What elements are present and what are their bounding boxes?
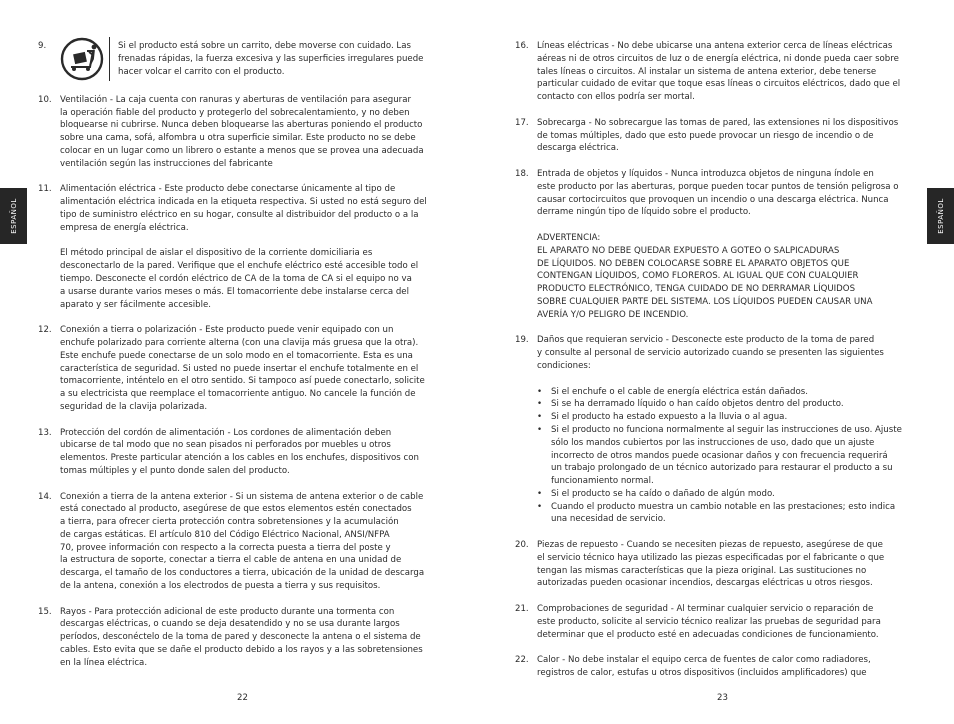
instruction-item	[515, 168, 915, 322]
item-text-continued: El método principal de aislar el dispositivo de la corriente domiciliaria es desconectarlo de la pared. Verifique que el enchufe eléctrico esté accesible todo el tiempo. Desconecte el cordón eléctrico de CA de la toma de CA si el equipo no va a usarse durante varios meses o más. El tomacorriente debe instalarse cerca del aparato y ser fácilmente accesible.	[60, 248, 419, 310]
instruction-item	[38, 427, 438, 478]
bullet-item: • Si se ha derramado líquido o han caído objetos dentro del producto.	[537, 399, 844, 410]
bullet-text: Si se ha derramado líquido o han caído objetos dentro del producto.	[551, 399, 844, 410]
bullet-item: • Si el producto ha estado expuesto a la lluvia o al agua.	[537, 412, 788, 423]
right-page	[477, 0, 954, 724]
item-number: 17.	[515, 117, 529, 128]
item-text: Comprobaciones de seguridad - Al terminar cualquier servicio o reparación de este producto, solicite al servicio técnico realizar las pruebas de seguridad para determinar que el producto esté en adecuadas condiciones de funcionamiento.	[537, 604, 881, 640]
item-number: 9.	[38, 41, 47, 51]
bullet-item: • Si el producto se ha caído o dañado de algún modo.	[537, 488, 775, 499]
item-number: 18.	[515, 168, 529, 179]
safety-list-right	[515, 40, 915, 693]
item-text: Conexión a tierra de la antena exterior - Si un sistema de antena exterior o de cable está conectado al producto, asegúrese de que estos elementos estén conectados a tierra, para ofrecer cierta protección contra sobretensiones y la acumulación de cargas estáticas. El artículo 810 del Código Eléctrico Nacional, ANSI/NFPA 70, provee información con respecto a la correcta puesta a tierra del poste y la estructura de soporte, conectar a tierra el cable de antena en una unidad de descarga, el tamaño de los conductores a tierra, ubicación de la unidad de descarga de la antena, conexión a los electrodos de puesta a tierra y sus requisitos.	[60, 491, 425, 592]
item-text: Sobrecarga - No sobrecargue las tomas de pared, las extensiones ni los dispositivos de tomas múltiples, dado que esto puede provocar un riesgo de incendio o de descarga eléctrica.	[537, 117, 899, 154]
instruction-item	[38, 183, 438, 311]
item-text: Entrada de objetos y líquidos - Nunca introduzca objetos de ninguna índole en este producto por las aberturas, porque pueden tocar puntos de tensión peligrosa o causar cortocircuitos que provoquen un incendio o una descarga eléctrica. Nunca derrame ningún tipo de líquido sobre el producto.	[537, 168, 899, 218]
item-text: Alimentación eléctrica - Este producto debe conectarse únicamente al tipo de alimentación eléctrica indicada en la etiqueta respectiva. Si usted no está seguro del tipo de suministro eléctrico en su hogar, consulte al distribuidor del producto o a la empresa de energía eléctrica.	[60, 184, 427, 233]
language-tab	[0, 188, 27, 244]
cart-tip-warning-icon	[60, 37, 110, 81]
page-number: 23	[717, 693, 728, 703]
instruction-item	[515, 40, 915, 104]
page-number: 22	[237, 693, 248, 703]
item-number: 11.	[38, 184, 52, 195]
item-text: Conexión a tierra o polarización - Este producto puede venir equipado con un enchufe polarizado para corriente alterna (con una clavija más gruesa que la otra). Este enchufe puede conectarse de un solo modo en el tomacorriente. Esta es una característica de seguridad. Si usted no puede insertar el enchufe totalmente en el tomacorriente, inténtelo en el otro sentido. Si tampoco así puede conectarlo, solicite a su electricista que reemplace el tomacorriente antiguo. No cancele la función de seguridad de la clavija polarizada.	[60, 325, 425, 412]
instruction-item	[515, 654, 915, 680]
instruction-item	[515, 603, 915, 641]
bullet-item: • Cuando el producto muestra un cambio notable en las prestaciones; esto indica una necesidad de servicio.	[537, 501, 896, 525]
item-number: 20.	[515, 540, 529, 551]
item-text: Ventilación - La caja cuenta con ranuras y aberturas de ventilación para asegurar la operación fiable del producto y protegerlo del sobrecalentamiento, y no deben bloquearse ni cubrirse. Nunca deben bloquearse las aberturas poniendo el producto sobre una cama, sofá, alfombra u otra superficie similar. Este producto no se debe colocar en un lugar como un librero o estante a menos que se provea una adecuada ventilación según las instrucciones del fabricante	[60, 94, 424, 169]
item-text: Rayos - Para protección adicional de este producto durante una tormenta con descargas eléctricas, o cuando se deja desatendido y no se usa durante largos períodos, desconéctelo de la toma de pared y desconecte la antena o el sistema de cables. Esto evita que se dañe el producto debido a los rayos y a las sobretensiones en la línea eléctrica.	[60, 606, 423, 668]
instruction-item	[515, 539, 915, 590]
item-number: 12.	[38, 325, 52, 336]
bullet-item: • Si el enchufe o el cable de energía eléctrica están dañados.	[537, 386, 808, 397]
item-number: 10.	[38, 94, 52, 105]
item-text: Daños que requieran servicio - Desconecte este producto de la toma de pared y consulte al personal de servicio autorizado cuando se presenten las siguientes condiciones:	[537, 335, 884, 371]
item-text: Líneas eléctricas - No debe ubicarse una antena exterior cerca de líneas eléctricas aéreas ni de otros circuitos de luz o de energía eléctrica, ni donde pueda caer sobre tales líneas o circuitos. Al instalar un sistema de antena exterior, debe tenerse particular cuidado de evitar que toque esas líneas o circuitos eléctricos, dado que el contacto con ellos podría ser mortal.	[537, 41, 901, 103]
item-number: 19.	[515, 335, 529, 346]
language-tab-label: ESPAÑOL	[936, 198, 945, 234]
bullet-text: Si el producto ha estado expuesto a la lluvia o al agua.	[551, 412, 788, 423]
bullet-text: Cuando el producto muestra un cambio notable en las prestaciones; esto indica una necesidad de servicio.	[551, 501, 896, 525]
item-text: Protección del cordón de alimentación - Los cordones de alimentación deben ubicarse de tal modo que no sean pisados ni perforados por muebles u otros elementos. Preste particular atención a los cables en los enchufes, dispositivos con tomas múltiples y el punto donde salen del producto.	[60, 427, 419, 476]
bullet-text: Si el producto no funciona normalmente al seguir las instrucciones de uso. Ajuste sólo los mandos cubiertos por las instrucciones de uso, dado que un ajuste incorrecto de otros mandos puede ocasionar daños y con frecuencia requerirá un trabajo prolongado de un técnico autorizado para restaurar el producto a su funcionamiento normal.	[551, 424, 902, 487]
item-number: 14.	[38, 491, 52, 502]
safety-list-left	[38, 40, 438, 682]
language-tab-label: ESPAÑOL	[9, 198, 18, 234]
item-number: 16.	[515, 41, 529, 51]
bullet-text: Si el enchufe o el cable de energía eléctrica están dañados.	[551, 386, 808, 397]
instruction-item	[515, 334, 915, 526]
instruction-item	[38, 324, 438, 414]
item-text: Calor - No debe instalar el equipo cerca de fuentes de calor como radiadores, registros de calor, estufas u otros dispositivos (incluidos amplificadores) que	[537, 655, 871, 679]
item-number: 22.	[515, 655, 529, 666]
bullet-item: • Si el producto no funciona normalmente al seguir las instrucciones de uso. Ajuste sólo los mandos cubiertos por las instrucciones de uso, dado que un ajuste incorrecto de otros mandos puede ocasionar daños y con frecuencia requerirá un trabajo prolongado de un técnico autorizado para restaurar el producto a su funcionamiento normal.	[537, 424, 902, 487]
instruction-item	[515, 117, 915, 155]
warning-text: ADVERTENCIA: EL APARATO NO DEBE QUEDAR EXPUESTO A GOTEO O SALPICADURAS DE LÍQUIDOS. NO DEBEN COLOCARSE SOBRE EL APARATO OBJETOS QUE CONTENGAN LÍQUIDOS, COMO FLOREROS. AL IGUAL QUE CON CUALQUIER PRODUCTO ELECTRÓNICO, TENGA CUIDADO DE NO DERRAMAR LÍQUIDOS SOBRE CUALQUIER PARTE DEL SISTEMA. LOS LÍQUIDOS PUEDEN CAUSAR UNA AVERÍA Y/O PELIGRO DE INCENDIO.	[537, 232, 873, 320]
instruction-item	[38, 491, 438, 593]
item-number: 15.	[38, 606, 52, 617]
instruction-item	[38, 606, 438, 670]
item-text: Piezas de repuesto - Cuando se necesiten piezas de repuesto, asegúrese de que el servicio técnico haya utilizado las piezas especificadas por el fabricante o que tengan las mismas características que la pieza original. Las sustituciones no autorizadas pueden ocasionar incendios, descargas eléctricas u otros riesgos.	[537, 540, 885, 589]
item-number: 21.	[515, 604, 529, 615]
item-text: Si el producto está sobre un carrito, debe moverse con cuidado. Las frenadas rápidas, la fuerza excesiva y las superficies irregulares puede hacer volcar el carrito con el producto.	[118, 41, 424, 77]
item-number: 13.	[38, 427, 52, 438]
bullet-list	[537, 386, 915, 527]
instruction-item	[38, 40, 438, 81]
bullet-text: Si el producto se ha caído o dañado de algún modo.	[551, 488, 775, 499]
instruction-item	[38, 94, 438, 171]
language-tab	[927, 188, 954, 244]
